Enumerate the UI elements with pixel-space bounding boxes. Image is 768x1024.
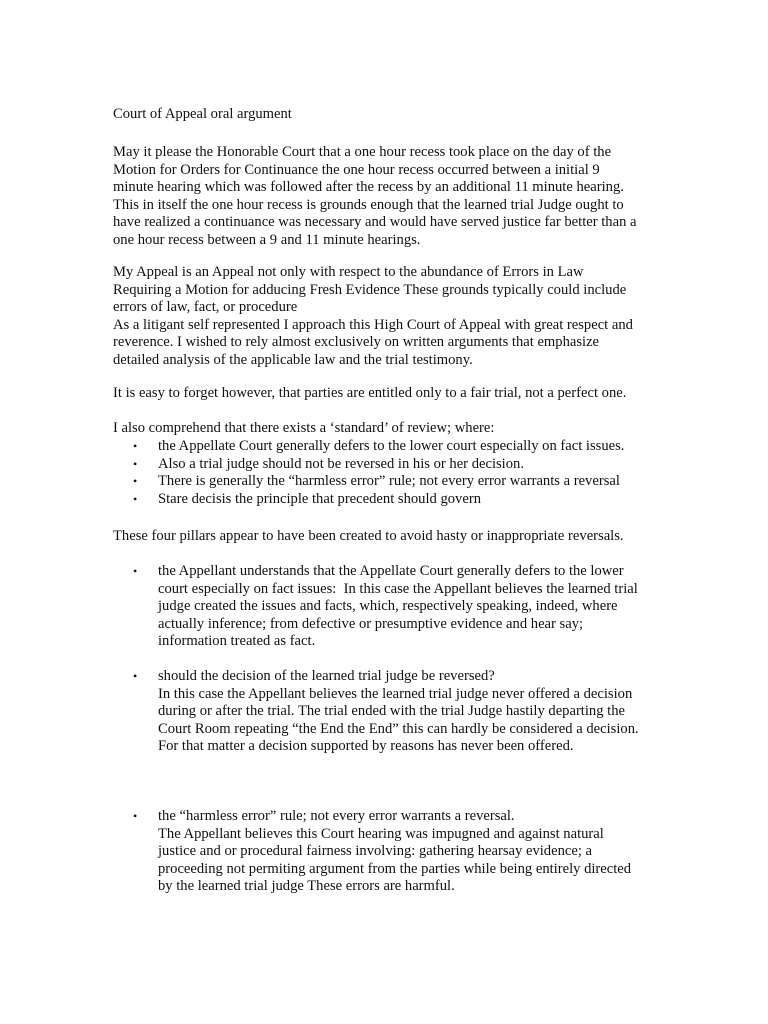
- bullet-icon: •: [133, 491, 138, 506]
- standards-list: [113, 438, 713, 508]
- document-title: Court of Appeal oral argument: [113, 106, 292, 122]
- bullet-icon: •: [133, 456, 138, 471]
- paragraph-four-pillars: These four pillars appear to have been created to avoid hasty or inappropriate reversals.: [113, 528, 624, 544]
- list-item: • the Appellate Court generally defers to the lower court especially on fact issues.: [133, 438, 625, 454]
- bullet-icon: •: [133, 474, 138, 488]
- bullet-icon: •: [133, 439, 138, 453]
- argument-item-decision: • should the decision of the learned trial judge be reversed? In this case the Appellant believes the learned trial judge never offered a decision during or after the trial. The trial ended with the trial Judge hastily departing the Court Room repeating “the End the End” this can hardly be considered a decision. For that matter a decision supported by reasons has never been offered.: [133, 668, 639, 754]
- argument-item-harmless-error: • the “harmless error” rule; not every error warrants a reversal. The Appellant believes this Court hearing was impugned and against natural justice and or procedural fairness involving: gathering hearsay evidence; a proceeding not permiting argument from the parties while being entirely directed by the learned trial judge These errors are harmful.: [133, 808, 632, 894]
- list-item: • Also a trial judge should not be reversed in his or her decision.: [133, 455, 524, 472]
- paragraph-appeal: My Appeal is an Appeal not only with respect to the abundance of Errors in Law Requiring a Motion for adducing Fresh Evidence These grounds typically could include errors of law, fact, or procedure As a litigant self represented I approach this High Court of Appeal with great respect and reverence. I wished to rely almost exclusively on written arguments that emphasize detailed analysis of the applicable law and the trial testimony.: [113, 264, 633, 368]
- list-item: • Stare decisis the principle that precedent should govern: [133, 490, 481, 507]
- bullet-icon: •: [133, 669, 138, 683]
- paragraph-fair-trial: It is easy to forget however, that parties are entitled only to a fair trial, not a perfect one.: [113, 385, 627, 401]
- paragraph-recess: May it please the Honorable Court that a one hour recess took place on the day of the Motion for Orders for Continuance the one hour recess occurred between a initial 9 minute hearing which was followed after the recess by an additional 11 minute hearing. This in itself the one hour recess is grounds enough that the learned trial Judge ought to have realized a continuance was necessary and would have served justice far better than a one hour recess between a 9 and 11 minute hearings.: [113, 144, 637, 248]
- argument-item-fact-issues: • the Appellant understands that the Appellate Court generally defers to the lower court especially on fact issues: In this case the Appellant believes the learned trial judge created the issues and facts, which, respectively speaking, indeed, where actually inference; from defective or presumptive evidence and hear say; information treated as fact.: [133, 563, 638, 649]
- list-item: • There is generally the “harmless error” rule; not every error warrants a reversal: [133, 473, 620, 489]
- bullet-icon: •: [133, 564, 138, 578]
- paragraph-standard-intro: I also comprehend that there exists a ‘standard’ of review; where:: [113, 420, 495, 436]
- bullet-icon: •: [133, 809, 138, 823]
